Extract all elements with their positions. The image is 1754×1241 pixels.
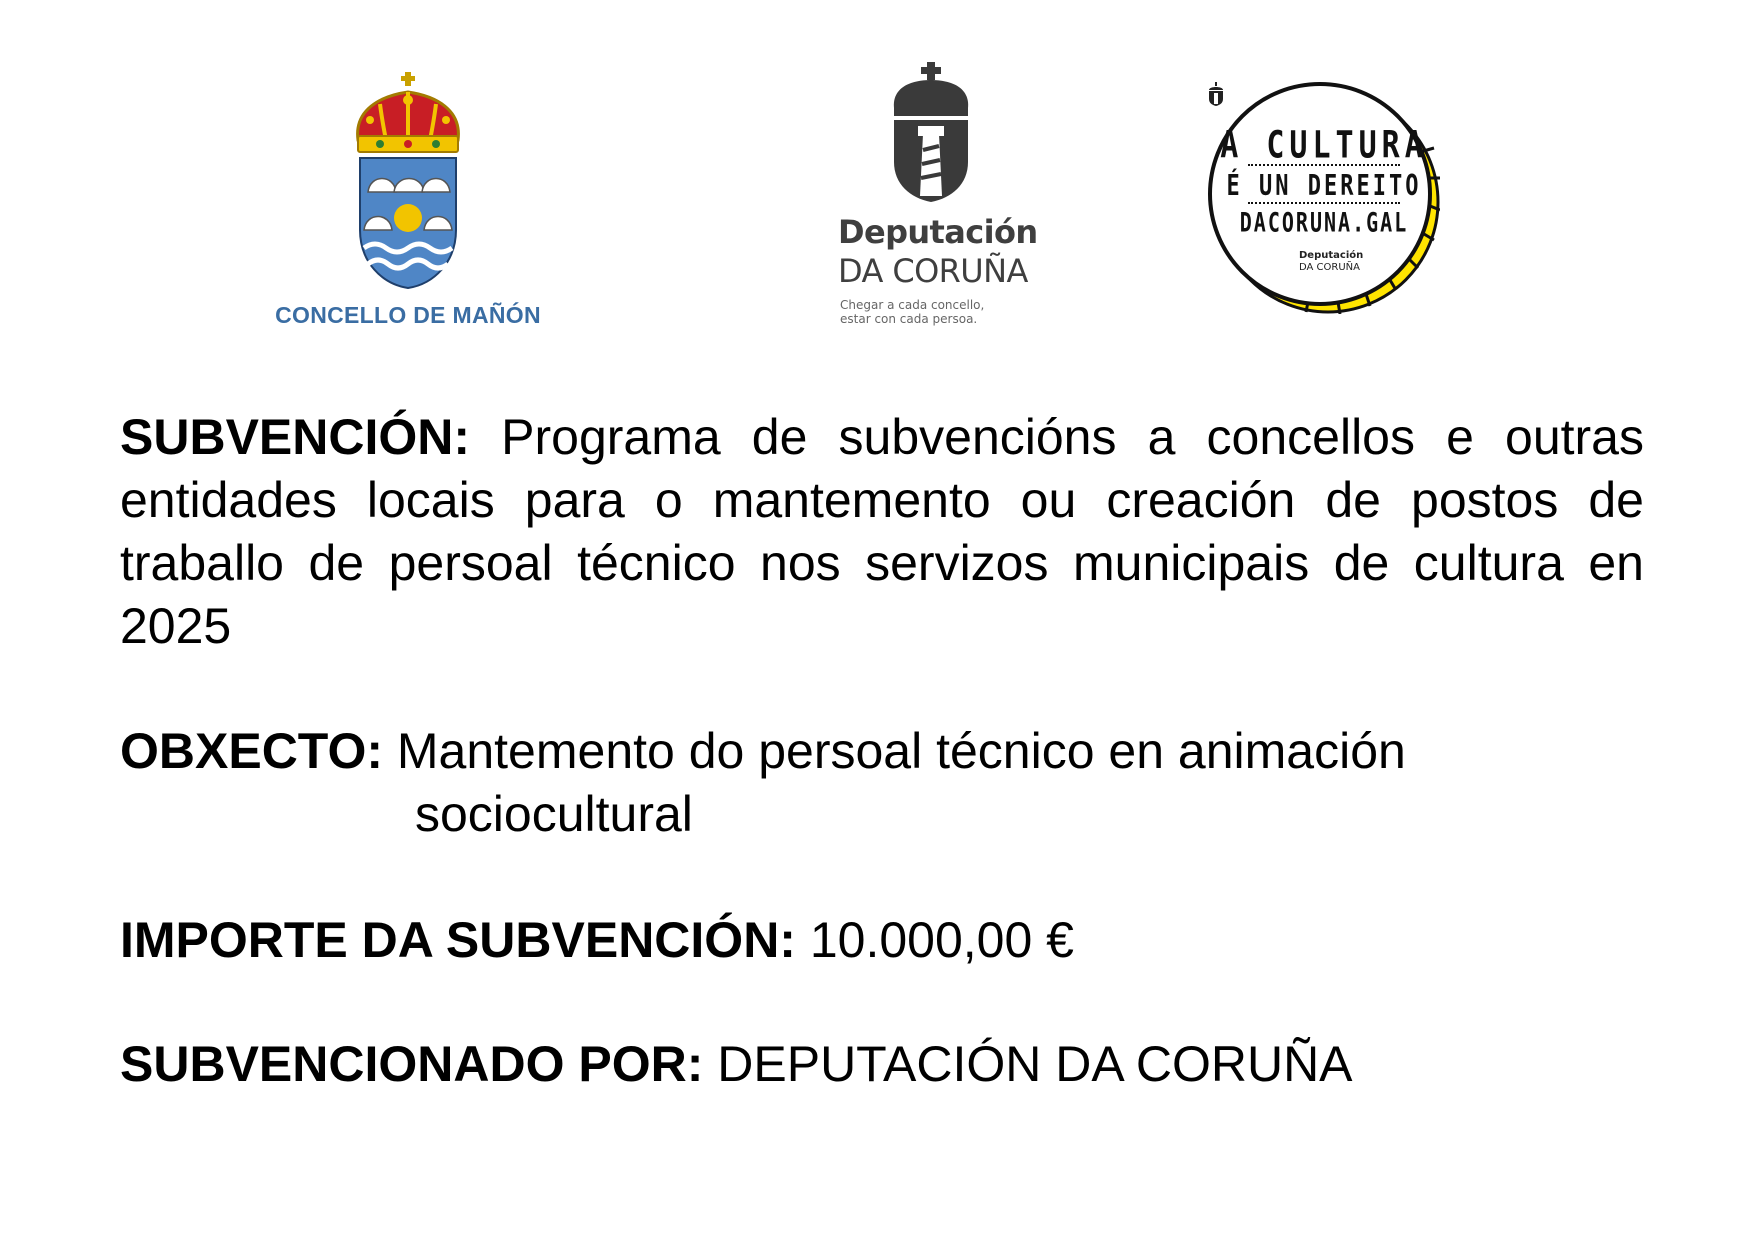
concello-manon-logo — [258, 70, 558, 340]
deputacion-tagline-line2: estar con cada persoa. — [840, 312, 978, 326]
manon-coat-of-arms-icon — [350, 70, 466, 292]
importe-label: IMPORTE DA SUBVENCIÓN: — [120, 912, 796, 968]
deputacion-name-line1: Deputación — [838, 213, 1038, 251]
deputacion-crown-tower-icon — [890, 62, 972, 202]
importe-paragraph — [120, 909, 1644, 972]
subvencionado-paragraph — [120, 1033, 1644, 1096]
subvencion-paragraph — [120, 406, 1644, 658]
cultura-line3: DACORUNA.GAL — [1239, 205, 1409, 239]
cultura-dereito-logo — [1208, 82, 1440, 314]
deputacion-mini-icon — [1208, 82, 1224, 106]
deputacion-tagline-line1: Chegar a cada concello, — [840, 298, 985, 312]
subvencion-label: SUBVENCIÓN: — [120, 409, 471, 465]
deputacion-tagline — [840, 298, 984, 326]
cultura-line2: É UN DEREITO — [1226, 170, 1422, 203]
cultura-dotted-divider — [1248, 164, 1400, 166]
cultura-mini-line1: Deputación — [1299, 250, 1364, 261]
cultura-line1: A CULTURA — [1220, 123, 1428, 168]
deputacion-name-line2: DA CORUÑA — [838, 252, 1028, 290]
subvencionado-label: SUBVENCIONADO POR: — [120, 1036, 704, 1092]
obxecto-line2: sociocultural — [415, 786, 693, 842]
cultura-dotted-divider — [1248, 202, 1400, 204]
importe-value: 10.000,00 € — [795, 912, 1074, 968]
obxecto-label: OBXECTO: — [120, 723, 383, 779]
obxecto-line1: Mantemento do persoal técnico en animación — [383, 723, 1406, 779]
obxecto-paragraph — [120, 720, 1644, 846]
deputacion-logo — [820, 62, 1050, 342]
cultura-mini-line2: DA CORUÑA — [1299, 262, 1360, 273]
manon-caption: CONCELLO DE MAÑÓN — [275, 302, 541, 328]
subvencion-text: Programa de subvencións a concellos e outras entidades locais para o mantemento ou creación de postos de traballo de persoal técnico nos servizos municipais de cultura en 2025 — [120, 409, 1644, 654]
subvencionado-value: DEPUTACIÓN DA CORUÑA — [703, 1036, 1353, 1092]
